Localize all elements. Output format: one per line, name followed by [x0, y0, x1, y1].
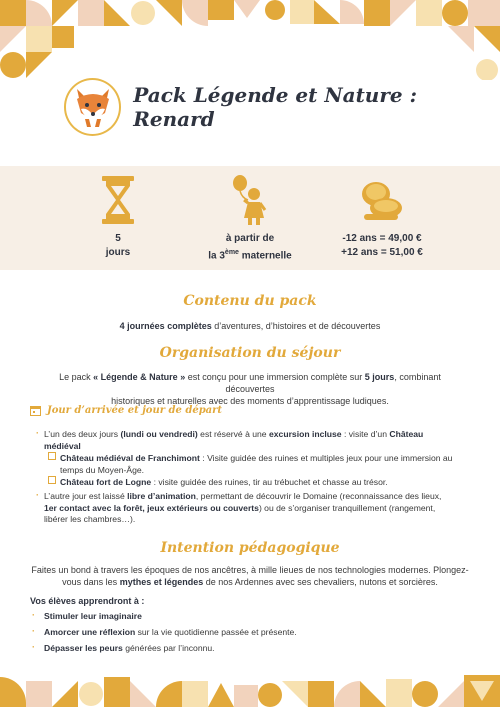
organisation-text: Le pack « Légende & Nature » est conçu pour une immersion complète sur 5 jours, combinant découvertes historiques et naturelles avec des moments d’apprentissage ludiques.: [59, 372, 441, 406]
page-title: Pack Légende et Nature : Renard: [133, 83, 417, 131]
age-level: la 3ème maternelle: [208, 249, 292, 262]
heading-contenu: Contenu du pack: [183, 293, 317, 309]
apprendront-item-2: Amorcer une réflexion sur la vie quotidienne passée et présente.: [44, 627, 297, 637]
price-adult: +12 ans = 51,00 €: [341, 247, 423, 258]
hourglass-icon: [98, 174, 138, 226]
duration-unit: jours: [105, 247, 131, 258]
castle-franchimont: Château médiéval de Franchimont : Visite guidée des ruines et multiples jeux pour une immersion au temps du Moyen-Âge.: [60, 453, 453, 475]
contenu-text: 4 journées complètes d’aventures, d’histoires et de découvertes: [119, 321, 381, 331]
coins-icon: [356, 174, 408, 226]
price-child: -12 ans = 49,00 €: [342, 233, 422, 244]
age-label: à partir de: [225, 233, 275, 244]
apprendront-item-1: Stimuler leur imaginaire: [44, 611, 142, 621]
child-balloon-icon: [228, 174, 272, 226]
fox-icon: [64, 78, 121, 136]
castle-logne: Château fort de Logne : visite guidée des ruines, tir au trébuchet et chasse au trésor.: [60, 477, 388, 487]
arrivee-bullet-1: L’un des deux jours (lundi ou vendredi) est réservé à une excursion incluse : visite d’un Château médiéval: [44, 429, 424, 451]
calendar-icon: [30, 405, 41, 416]
age-info: [180, 174, 320, 263]
duration-info: [48, 174, 188, 260]
bullet-marker: ·: [32, 626, 35, 636]
top-geometric-decoration: [0, 0, 500, 80]
price-info: [312, 174, 452, 260]
bullet-marker: ·: [36, 428, 39, 438]
checkbox-logne: [48, 476, 56, 484]
apprendront-item-3: Dépasser les peurs générées par l’inconnu.: [44, 643, 215, 653]
page-header: [64, 78, 500, 136]
bullet-marker: ·: [32, 610, 35, 620]
bottom-geometric-decoration: [0, 657, 500, 707]
bullet-marker: ·: [32, 642, 35, 652]
bullet-marker: ·: [36, 490, 39, 500]
duration-value: 5: [115, 233, 121, 244]
arrivee-bullet-2: L’autre jour est laissé libre d’animation, permettant de découvrir le Domaine (reconnaissance des lieux, 1er contact avec la forêt, jeux extérieurs ou couverts) ou de s’organiser tranquillement (rangement, libérer les chambres…).: [44, 491, 442, 524]
heading-intention: Intention pédagogique: [160, 540, 340, 556]
checkbox-franchimont: [48, 452, 56, 460]
apprendront-heading: Vos élèves apprendront à :: [30, 596, 145, 606]
subheading-arrivee: Jour d’arrivée et jour de départ: [30, 405, 222, 416]
heading-organisation: Organisation du séjour: [159, 345, 341, 361]
info-band: [0, 166, 500, 270]
intention-text: Faites un bond à travers les époques de nos ancêtres, à mille lieues de nos technologies modernes. Plongez- vous dans les mythes et légendes de nos Ardennes avec ses chevaliers, nutons et sorcières.: [31, 565, 469, 587]
